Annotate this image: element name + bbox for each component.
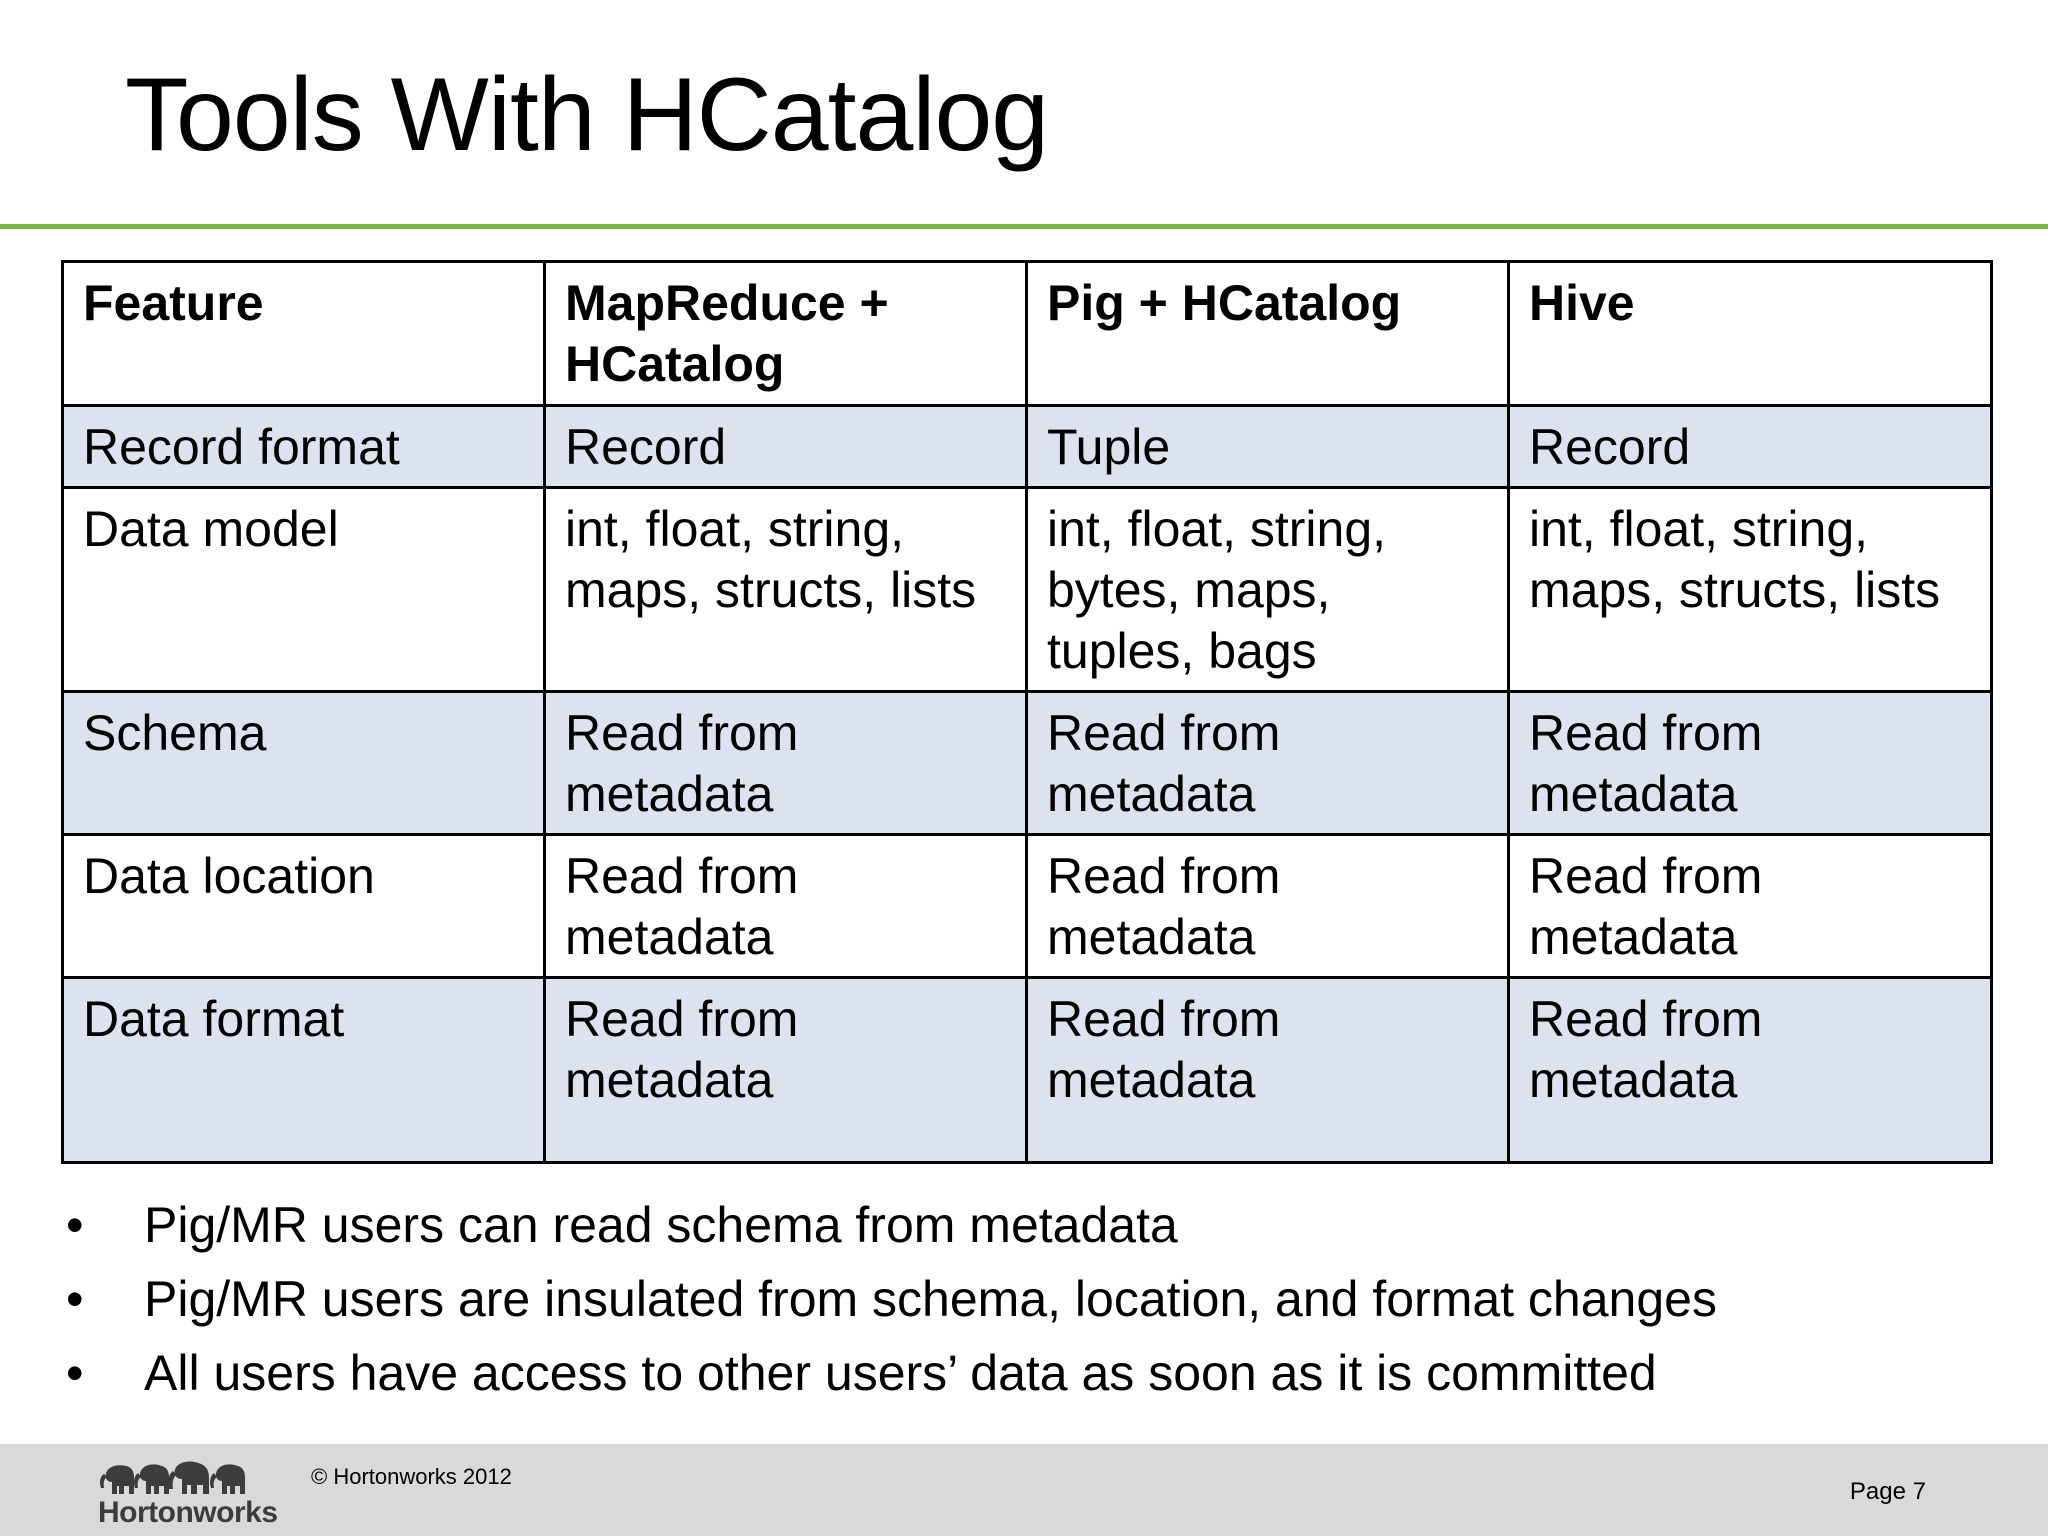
bullet-dot-icon: • <box>66 1345 84 1401</box>
table-cell: Data format <box>63 978 545 1163</box>
bullet-dot-icon: • <box>66 1271 84 1327</box>
bullet-list <box>0 1188 1717 1410</box>
bullet-text: Pig/MR users can read schema from metadata <box>144 1197 1178 1253</box>
logo-wordmark: Hortonworks <box>98 1496 278 1529</box>
elephant-herd-icon <box>98 1460 268 1496</box>
table-cell: Read from metadata <box>1509 835 1992 978</box>
copyright-text: © Hortonworks 2012 <box>311 1464 512 1489</box>
table-cell: Record <box>1509 406 1992 488</box>
table-header-row <box>63 262 1992 406</box>
bullet-dot-icon: • <box>66 1197 84 1253</box>
bullet-text: Pig/MR users are insulated from schema, location, and format changes <box>144 1271 1717 1327</box>
table-cell: Read from metadata <box>1027 835 1509 978</box>
table-cell: Record format <box>63 406 545 488</box>
feature-comparison-table <box>61 260 1993 1164</box>
table-cell: Read from metadata <box>1027 692 1509 835</box>
slide-footer <box>0 1444 2048 1536</box>
slide-title: Tools With HCatalog <box>125 57 1049 173</box>
table-cell: Read from metadata <box>1027 978 1509 1163</box>
table-cell: Read from metadata <box>1509 978 1992 1163</box>
page-number: Page 7 <box>1849 1478 1926 1505</box>
bullet-item <box>0 1262 1717 1336</box>
table-cell: int, float, string, maps, structs, lists <box>545 488 1027 692</box>
bullet-item <box>0 1188 1717 1262</box>
table-cell: Read from metadata <box>545 835 1027 978</box>
bullet-text: All users have access to other users’ data as soon as it is committed <box>144 1345 1657 1401</box>
bullet-item <box>0 1336 1717 1410</box>
table-cell: int, float, string, bytes, maps, tuples, bags <box>1027 488 1509 692</box>
table-header-cell: Feature <box>63 262 545 406</box>
table-row <box>63 488 1992 692</box>
company-logo <box>98 1460 278 1532</box>
table-cell: Schema <box>63 692 545 835</box>
table-row <box>63 978 1992 1163</box>
table-cell: Read from metadata <box>1509 692 1992 835</box>
table-cell: int, float, string, maps, structs, lists <box>1509 488 1992 692</box>
table-cell: Read from metadata <box>545 978 1027 1163</box>
table-cell: Record <box>545 406 1027 488</box>
table-cell: Data model <box>63 488 545 692</box>
table-row <box>63 406 1992 488</box>
table-header-cell: MapReduce + HCatalog <box>545 262 1027 406</box>
table-header-cell: Pig + HCatalog <box>1027 262 1509 406</box>
table-row <box>63 692 1992 835</box>
table-row <box>63 835 1992 978</box>
table-header-cell: Hive <box>1509 262 1992 406</box>
table-cell: Tuple <box>1027 406 1509 488</box>
title-divider <box>0 224 2048 229</box>
table-cell: Data location <box>63 835 545 978</box>
table-cell: Read from metadata <box>545 692 1027 835</box>
